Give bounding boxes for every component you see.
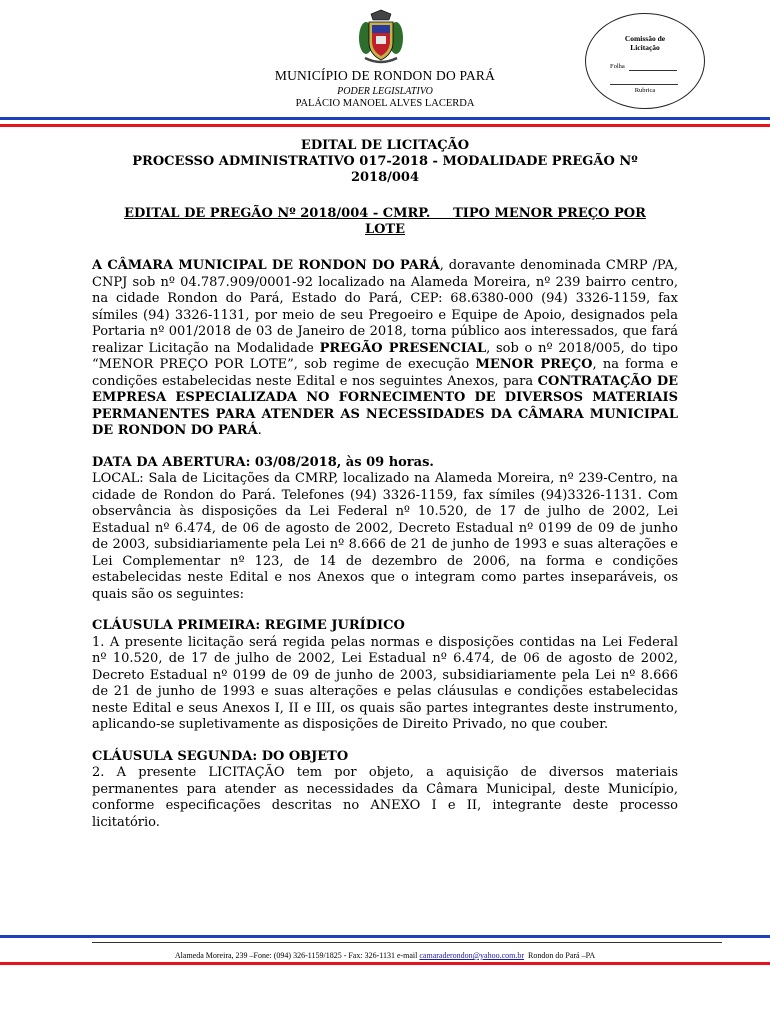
palace-name: PALÁCIO MANOEL ALVES LACERDA bbox=[295, 98, 475, 109]
opening-section bbox=[92, 455, 678, 604]
municipality-name: MUNICÍPIO DE RONDON DO PARÁ bbox=[274, 68, 496, 83]
intro-text-1: , doravante denominada CMRP /PA, CNPJ sob nº 04.787.909/0001-92 localizado na Alameda Moreira, nº 239 bairro centro, na cidade Rondon do Pará, Estado do Pará, CEP: 68.6380-000 (94) 3326-1159, fax símiles (94) 3326-1131, por meio de seu Pregoeiro e Equipe de Apoio, designados pela Portaria nº 001/2018 de 03 de Janeiro de 2018, torna público aos interessados, que fará realizar Licitação na Modalidade bbox=[92, 258, 678, 356]
opening-heading: DATA DA ABERTURA: 03/08/2018, às 09 horas. bbox=[92, 454, 434, 470]
opening-text: LOCAL: Sala de Licitações da CMRP, localizado na Alameda Moreira, nº 239-Centro, na cidade de Rondon do Pará. Telefones (94) 3326-1159, fax símiles (94)3326-1131. Com observância às disposições da Lei Federal nº 10.520, de 17 de julho de 2002, Lei Estadual nº 6.474, de 06 de agosto de 2002, Decreto Estadual nº 0199 de 09 de junho de 2003, subsidiariamente pela Lei nº 8.666 de 21 de junho de 1993 e suas alterações e Lei Complementar nº 123, de 14 de dezembro de 2006, na forma e condições estabelecidas neste Edital e nos Anexos que o integram como partes inseparáveis, os quais são os seguintes: bbox=[92, 471, 678, 602]
stamp-folha-label: Folha bbox=[610, 63, 625, 70]
commission-stamp bbox=[585, 13, 705, 109]
header-blue-rule bbox=[0, 117, 770, 120]
doc-title-line1: EDITAL DE LICITAÇÃO bbox=[300, 138, 470, 153]
doc-subtitle-line2: LOTE bbox=[364, 222, 406, 237]
footer-prefix: Alameda Moreira, 239 –Fone: (094) 326-1159/1825 - Fax: 326-1131 e-mail bbox=[174, 951, 420, 960]
doc-title-line2: PROCESSO ADMINISTRATIVO 017-2018 - MODALIDADE PREGÃO Nº bbox=[132, 154, 638, 169]
document-body bbox=[92, 138, 678, 831]
stamp-title bbox=[586, 34, 704, 52]
stamp-folha-line bbox=[629, 70, 677, 71]
intro-bold-modality: PREGÃO PRESENCIAL bbox=[319, 340, 487, 356]
footer-thin-rule bbox=[92, 942, 722, 943]
intro-bold-entity: A CÂMARA MUNICIPAL DE RONDON DO PARÁ bbox=[92, 258, 440, 273]
footer-red-rule bbox=[0, 962, 770, 965]
clause-two-heading: CLÁUSULA SEGUNDA: DO OBJETO bbox=[92, 748, 349, 764]
clause-two-text: 2. A presente LICITAÇÃO tem por objeto, a aquisição de diversos materiais permanentes para atender as necessidades da Câmara Municipal, deste Município, conforme especificações descritas no ANEXO I e II, integrante deste processo licitatório. bbox=[92, 765, 678, 830]
footer-suffix: Rondon do Pará –PA bbox=[524, 951, 596, 960]
stamp-rubrica-label: Rubrica bbox=[634, 87, 656, 94]
intro-text-4: . bbox=[257, 423, 262, 438]
intro-bold-regime: MENOR PREÇO bbox=[475, 357, 593, 372]
footer-address bbox=[0, 951, 770, 960]
clause-one-heading: CLÁUSULA PRIMEIRA: REGIME JURÍDICO bbox=[92, 618, 405, 633]
intro-paragraph bbox=[92, 258, 678, 440]
footer-blue-rule bbox=[0, 935, 770, 938]
footer-email-link[interactable]: camaraderondon@yahoo.com.br bbox=[419, 951, 525, 960]
intro-text-2: , sob o nº 2018/005, do tipo “MENOR PREÇO POR LOTE”, sob regime de execução bbox=[92, 340, 678, 372]
stamp-signature-line bbox=[610, 84, 678, 85]
doc-title bbox=[92, 138, 678, 186]
intro-bold-object: CONTRATAÇÃO DE EMPRESA ESPECIALIZADA NO FORNECIMENTO DE DIVERSOS MATERIAIS PERMANENTES PARA ATENDER AS NECESSIDADES DA CÂMARA MUNICIPAL DE RONDON DO PARÁ bbox=[92, 373, 679, 438]
doc-title-line3: 2018/004 bbox=[350, 170, 420, 185]
header-red-rule bbox=[0, 124, 770, 127]
stamp-title-line2: Licitação bbox=[630, 43, 660, 52]
doc-subtitle bbox=[92, 206, 678, 238]
letterhead bbox=[0, 0, 770, 128]
clause-one-text: 1. A presente licitação será regida pelas normas e disposições contidas na Lei Federal nº 10.520, de 17 de julho de 2002, Lei Estadual nº 6.474, de 06 de agosto de 2002, Decreto Estadual nº 0199 de 09 de junho de 2003, subsidiariamente pela Lei nº 8.666 de 21 de junho de 1993 e suas alterações e pelas cláusulas e condições estabelecidas neste Edital e seus Anexos I, II e III, os quais são partes integrantes deste instrumento, aplicando-se supletivamente as disposições de Direito Privado, no que couber. bbox=[92, 634, 678, 732]
legislative-power-label: PODER LEGISLATIVO bbox=[337, 86, 433, 97]
intro-text-3: , na forma e condições estabelecidas neste Edital e nos seguintes Anexos, para bbox=[92, 357, 679, 389]
doc-subtitle-line1: EDITAL DE PREGÃO Nº 2018/004 - CMRP. TIPO MENOR PREÇO POR bbox=[124, 206, 646, 221]
coat-of-arms-icon bbox=[357, 8, 405, 66]
stamp-title-line1: Comissão de bbox=[624, 34, 666, 43]
clause-two-section bbox=[92, 749, 678, 832]
clause-one-section bbox=[92, 618, 678, 734]
